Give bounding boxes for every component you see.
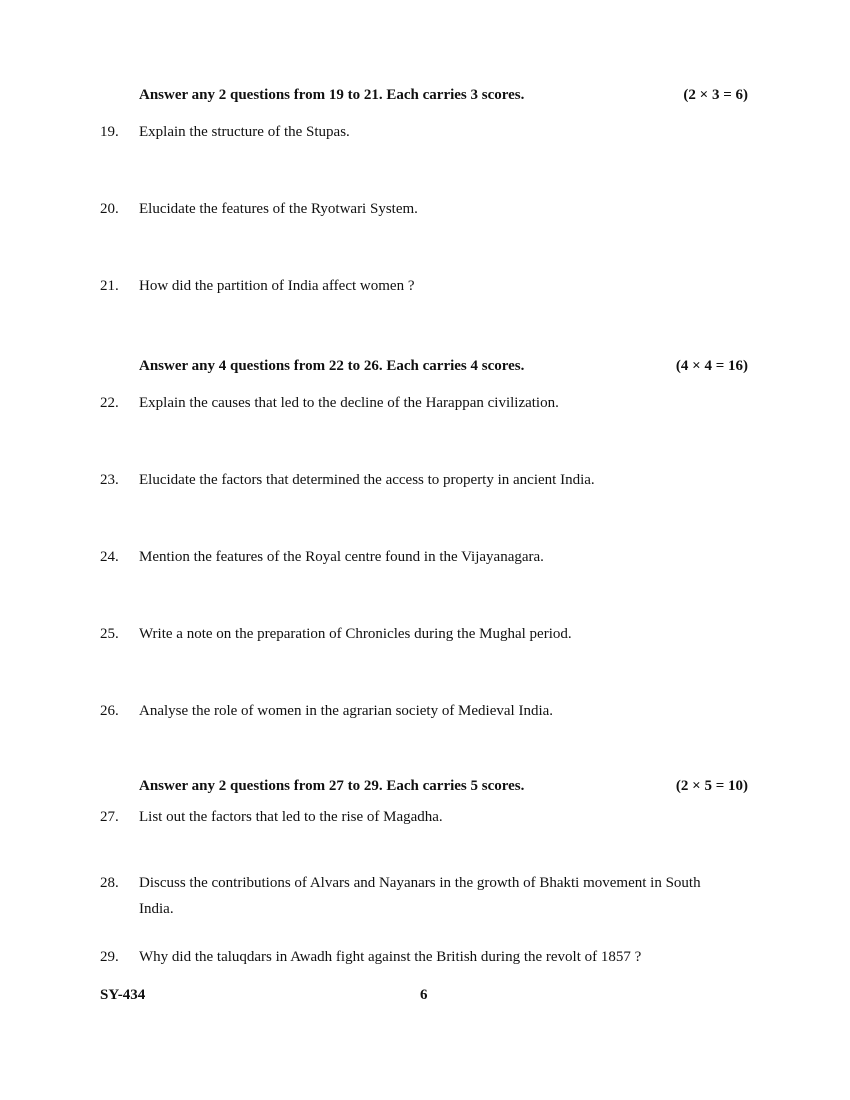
instruction-text: Answer any 2 questions from 19 to 21. Each carries 3 scores.: [139, 87, 525, 103]
question-text: Why did the taluqdars in Awadh fight against the British during the revolt of 1857 ?: [139, 949, 642, 965]
section-instruction: [139, 86, 748, 104]
question-number: 28.: [100, 875, 119, 891]
section-marks: (4 × 4 = 16): [675, 358, 748, 374]
question-text: Mention the features of the Royal centre found in the Vijayanagara.: [139, 549, 544, 565]
question-text: List out the factors that led to the rise of Magadha.: [139, 809, 443, 825]
question-text: Analyse the role of women in the agrarian society of Medieval India.: [139, 703, 554, 719]
instruction-text: Answer any 2 questions from 27 to 29. Each carries 5 scores.: [139, 778, 525, 794]
question-number: 29.: [100, 949, 119, 965]
question-text: How did the partition of India affect women ?: [139, 278, 415, 294]
question-text: Discuss the contributions of Alvars and Nayanars in the growth of Bhakti movement in South India.: [139, 875, 701, 917]
question-text: Explain the causes that led to the decline of the Harappan civilization.: [139, 395, 559, 411]
instruction-text: Answer any 4 questions from 22 to 26. Each carries 4 scores.: [139, 358, 525, 374]
question-text: Elucidate the factors that determined the access to property in ancient India.: [139, 472, 595, 488]
question-number: 26.: [100, 703, 119, 719]
question-text: Explain the structure of the Stupas.: [139, 124, 350, 140]
question-number: 22.: [100, 395, 119, 411]
question-number: 24.: [100, 549, 119, 565]
section-marks: (2 × 5 = 10): [675, 778, 748, 794]
question-number: 27.: [100, 809, 119, 825]
question-number: 21.: [100, 278, 119, 294]
section-instruction: [139, 357, 748, 375]
question-number: 25.: [100, 626, 119, 642]
question-number: 19.: [100, 124, 119, 140]
section-marks: (2 × 3 = 6): [683, 87, 748, 103]
question-text: Elucidate the features of the Ryotwari System.: [139, 201, 418, 217]
paper-code: SY-434: [100, 987, 146, 1003]
section-instruction: [139, 777, 748, 795]
question-number: 20.: [100, 201, 119, 217]
page-number: 6: [420, 987, 428, 1003]
question-text: Write a note on the preparation of Chronicles during the Mughal period.: [139, 626, 572, 642]
question-number: 23.: [100, 472, 119, 488]
